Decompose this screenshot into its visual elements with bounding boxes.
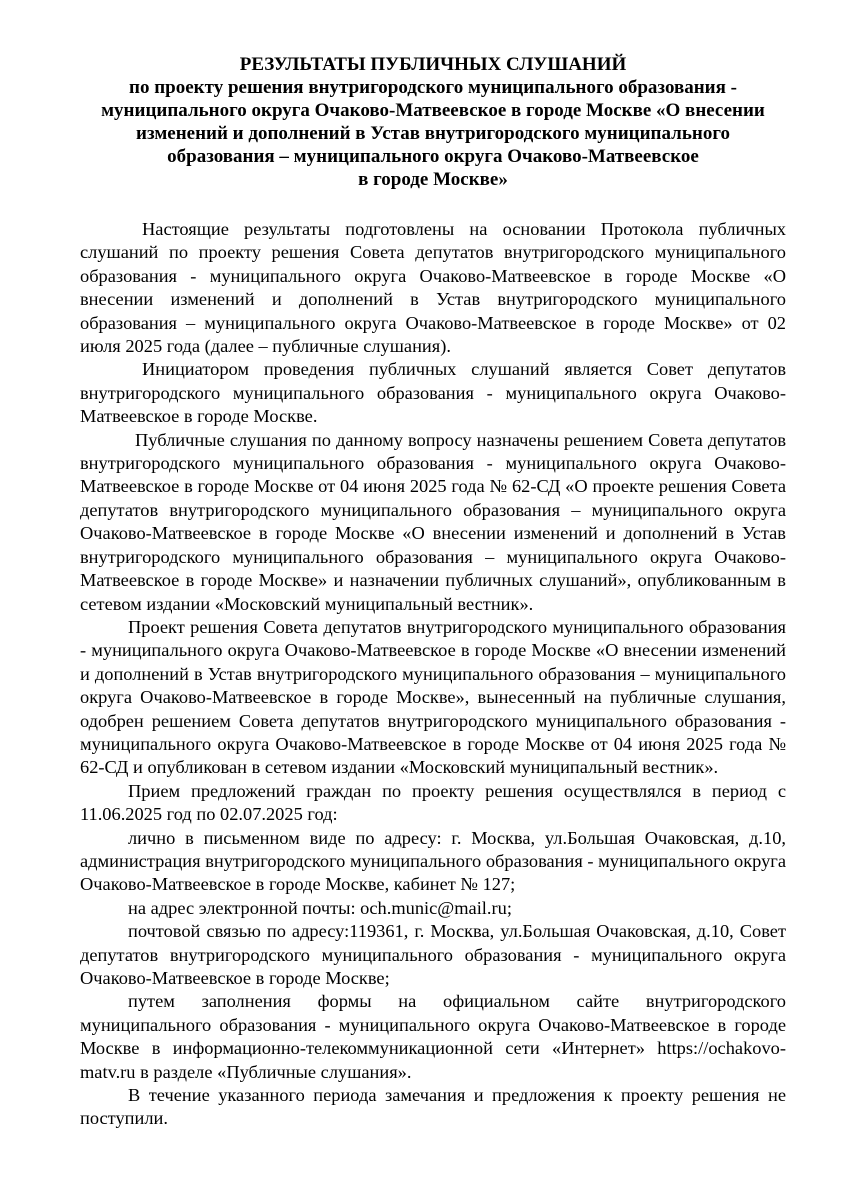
paragraph-proposals-period: Прием предложений граждан по проекту решения осуществлялся в период с 11.06.2025 год по 02.07.2025 год: [80,780,786,825]
heading-line: изменений и дополнений в Устав внутригородского муниципального [136,123,730,144]
document-body [80,218,786,1131]
paragraph-in-person: лично в письменном виде по адресу: г. Москва, ул.Большая Очаковская, д.10, администрация внутригородского муниципального образования - муниципального округа Очаково-Матвеевское в городе Москве, кабинет № 127; [80,827,786,895]
paragraph-basis: Настоящие результаты подготовлены на основании Протокола публичных слушаний по проекту решения Совета депутатов внутригородского муниципального образования - муниципального округа Очаково-Матвеевское в городе Москве «О внесении изменений и дополнений в Устав внутригородского муниципального образования – муниципального округа Очаково-Матвеевское в городе Москве» от 02 июля 2025 года (далее – публичные слушания). [80,219,786,357]
paragraph-initiator: Инициатором проведения публичных слушаний является Совет депутатов внутригородского муниципального образования - муниципального округа Очаково-Матвеевское в городе Москве. [80,359,786,427]
paragraph-appointment: Публичные слушания по данному вопросу назначены решением Совета депутатов внутригородского муниципального образования - муниципального округа Очаково-Матвеевское в городе Москве от 04 июня 2025 года № 62-СД «О проекте решения Совета депутатов внутригородского муниципального образования – муниципального округа Очаково-Матвеевское в городе Москве «О внесении изменений и дополнений в Устав внутригородского муниципального образования – муниципального округа Очаково-Матвеевское в городе Москве» и назначении публичных слушаний», опубликованным в сетевом издании «Московский муниципальный вестник». [80,429,786,614]
document-heading [80,53,786,191]
heading-line: в городе Москве» [358,169,508,190]
paragraph-post: почтовой связью по адресу:119361, г. Москва, ул.Большая Очаковская, д.10, Совет депутатов внутригородского муниципального образования - муниципального округа Очаково-Матвеевское в городе Москве; [80,921,786,988]
heading-line: по проекту решения внутригородского муниципального образования - [129,77,737,98]
document-page [80,53,786,1131]
paragraph-draft-decision: Проект решения Совета депутатов внутригородского муниципального образования - муниципального округа Очаково-Матвеевское в городе Москве «О внесении изменений и дополнений в Устав внутригородского муниципального образования – муниципального округа Очаково-Матвеевское в городе Москве», вынесенный на публичные слушания, одобрен решением Совета депутатов внутригородского муниципального образования - муниципального округа Очаково-Матвеевское в городе Москве от 04 июня 2025 года № 62-СД и опубликован в сетевом издании «Московский муниципальный вестник». [80,616,786,778]
document-title: РЕЗУЛЬТАТЫ ПУБЛИЧНЫХ СЛУШАНИЙ [239,54,627,75]
heading-line: муниципального округа Очаково-Матвеевское в городе Москве «О внесении [101,100,765,121]
paragraph-email: на адрес электронной почты: och.munic@mail.ru; [128,897,512,918]
heading-line: образования – муниципального округа Очаково-Матвеевское [167,146,699,167]
paragraph-website: путем заполнения формы на официальном сайте внутригородского муниципального образования - муниципального округа Очаково-Матвеевское в городе Москве в информационно-телекоммуникационной сети «Интернет» https://ochakovo-matv.ru в разделе «Публичные слушания». [80,991,786,1082]
paragraph-conclusion: В течение указанного периода замечания и предложения к проекту решения не поступили. [80,1085,786,1129]
